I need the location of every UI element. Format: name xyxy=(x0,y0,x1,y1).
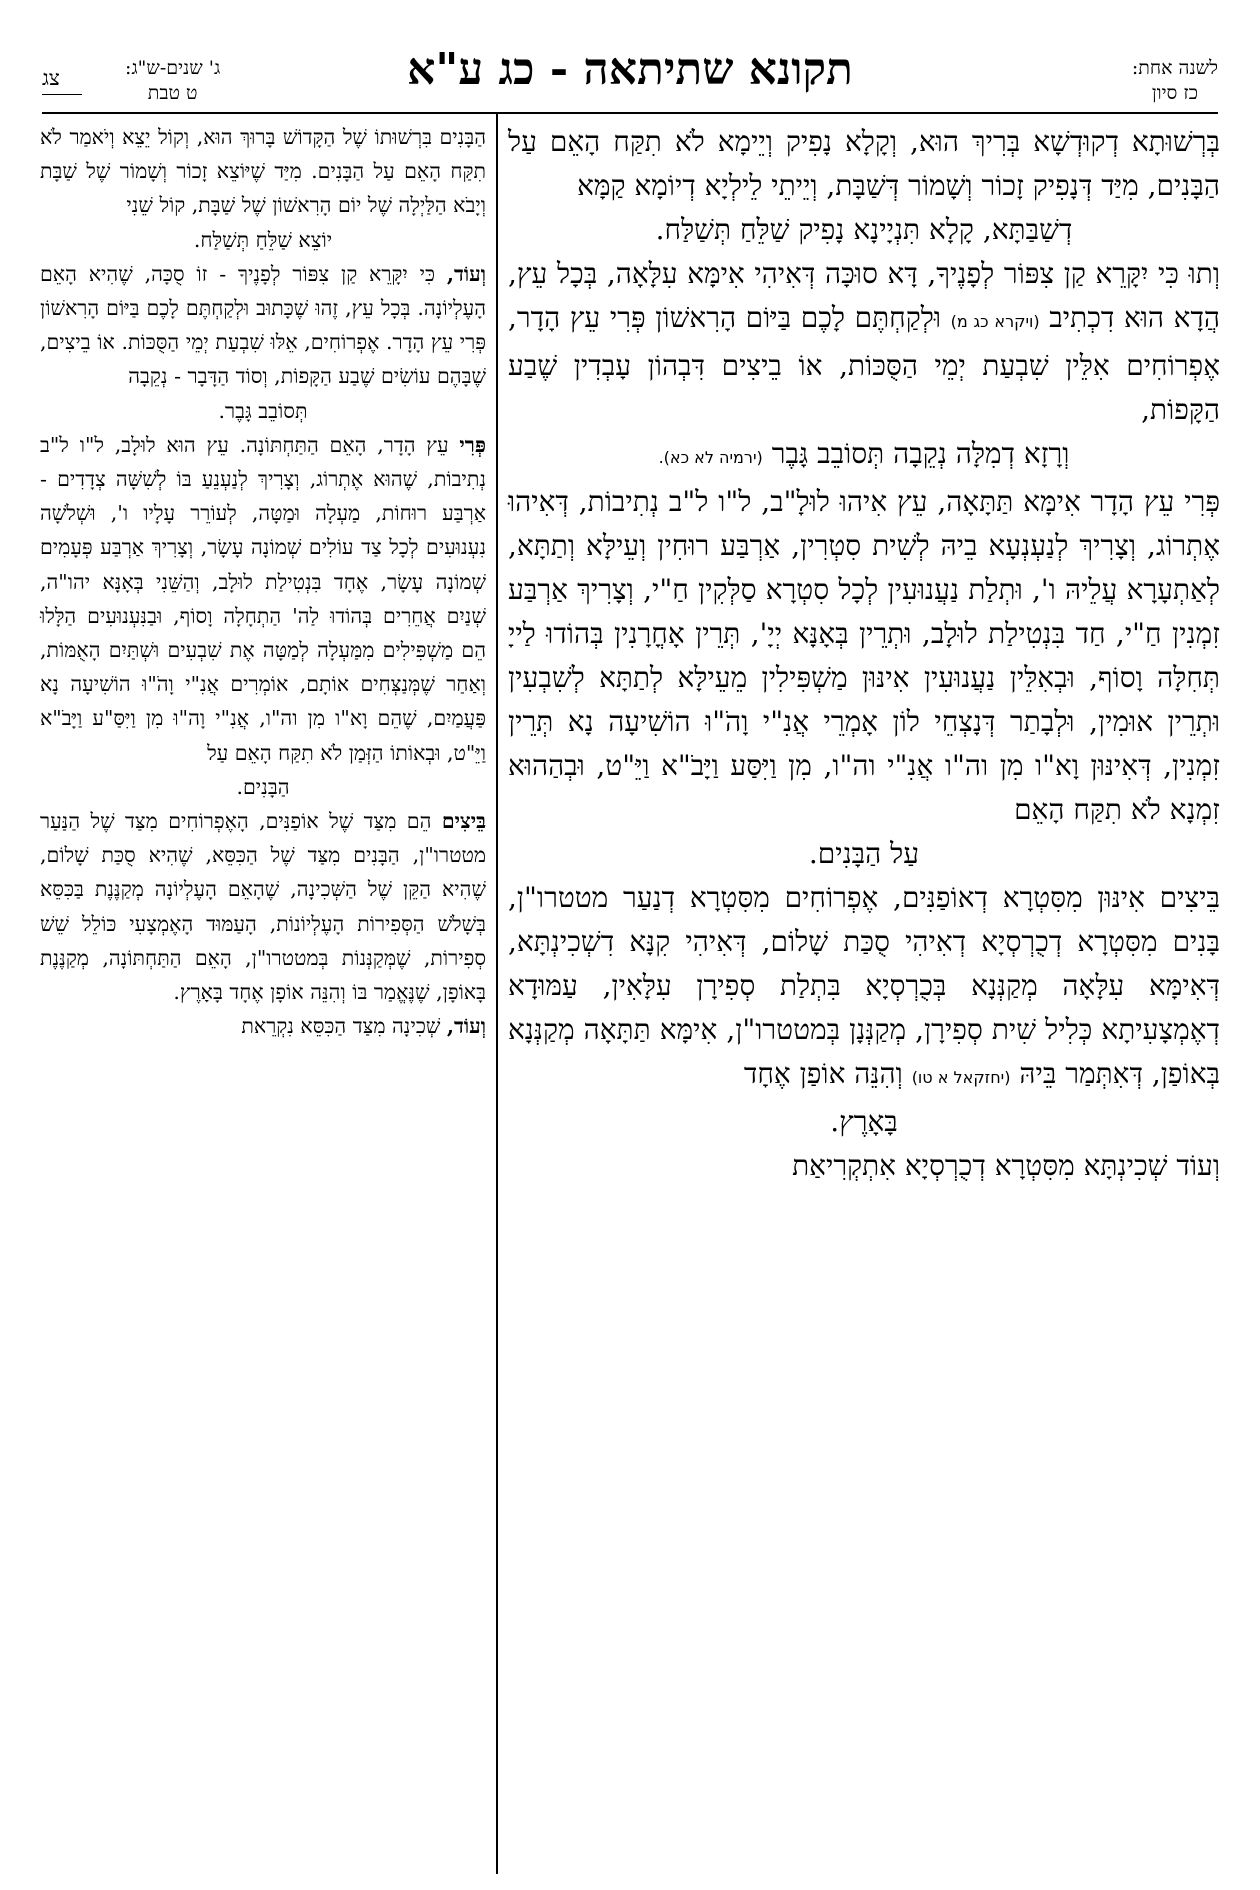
side-paragraph-2 xyxy=(40,257,486,394)
main-p3-text: פְּרִי עֵץ הָדָר אִימָּא תַּתָּאָה, עֵץ אִיהוּ לוּלָ"ב, ל"ו ל"ב נְתִיבוֹת, דְּאִיהוּ אֶתְרוֹג, וְצָרִיךְ לְנַעְנְעָא בֵיהּ לְשִׁית סִטְרִין, אַרְבַּע רוּחִין וְעֵילָּא וְתַתָּא, לְאַתְעָרָא עֲלֵיהּ ו', וּתְלַת נַעֲנוּעִין לְכָל סִטְרָא סַלְּקִין חַ"י, וְצָרִיךְ אַרְבַּע זִמְנִין חַ"י, חַד בִּנְטִילַת לוּלָב, וּתְרֵין בְּאָנָּא יְיָ', תְּרֵין אָחֳרָנִין בְּהוֹדוּ לַייָ תְּחִלָּה וָסוֹף, וּבְאִלֵּין נַעֲנוּעִין אִינּוּן מַשְׁפִּילִין מֵעֵילָּא לְתַתָּא לְשִׁבְעִין וּתְרֵין אוּמִין, וּלְבָתַר דְּנָצְחֵי לוֹן אָמְרֵי אֲנִ"י וָהֹ"וּ הוֹשִׁיעָה נָא תְּרֵין זִמְנִין, דְּאִינּוּן וָא"ו מִן וה"ו אֲנִ"י וה"ו, מִן וַיִּסַּע וַיָּבֹ"א וַיֵּ"ט, וּבְהַהוּא זִמְנָא לֹא תִקַּח הָאֵם xyxy=(508,485,1220,826)
main-p4-closing-line: בָּאָרֶץ. xyxy=(830,1105,898,1138)
side-p2-closing-line: תְּסוֹבֵב גָּבֶר. xyxy=(218,398,308,423)
main-p1-text: בְּרְשׁוּתָא דְקוּדְשָׁא בְּרִיךְ הוּא, וְקָלָא נָפִיק וְיֵימָא לֹא תִקַּח הָאֵם עַל הַבָּנִים, מִיַּד דְּנָפִיק זָכוֹר וְשָׁמוֹר דְּשַׁבָּת, וְיֵיתֵי לֵילְיָא דְיוֹמָא קַמָּא xyxy=(508,125,1220,202)
side-p3-closing-line: הַבָּנִים. xyxy=(236,774,290,799)
main-p2-text-a: וְתוּ כִּי יִקָּרֵא קַן צִפּוֹר לְפָנֶיךָ, דָּא סוּכָּה דְּאִיהִי אִימָּא עִלָּאָה, בְּכָל עֵץ, הֲדָא הוּא דִכְתִיב xyxy=(508,257,1221,334)
main-p4-citation: (יחזקאל א טו) xyxy=(911,1068,1011,1087)
side-p1-text: הַבָּנִים בִּרְשׁוּתוֹ שֶׁל הַקָּדוֹשׁ בָּרוּךְ הוּא, וְקוֹל יֵצֵא וְיֹאמַר לֹא תִקַּח הָאֵם עַל הַבָּנִים. מִיַּד שֶׁיּוֹצֵא זָכוֹר וְשָׁמוֹר שֶׁל שַׁבָּת וְיָבֹא הַלַּיְלָה שֶׁל יוֹם הָרִאשׁוֹן שֶׁל שַׁבָּת, קוֹל שֵׁנִי xyxy=(40,125,486,218)
side-p5-lead-word: וְעוֹד, xyxy=(446,1014,486,1039)
side-paragraph-3 xyxy=(40,428,486,770)
side-paragraph-1 xyxy=(40,120,486,223)
column-divider xyxy=(496,114,498,1874)
main-p1-closing-line: דְשַׁבַּתָּא, קָלָא תִּנְיָינָא נָפִיק שַׁלֵּחַ תְּשַׁלַּח. xyxy=(655,213,1073,246)
commentary-column xyxy=(40,120,486,1043)
side-p5-text: שְׁכִינָה מִצַּד הַכִּסֵּא נִקְרֵאת xyxy=(241,1014,441,1039)
page-number-underline xyxy=(42,94,82,95)
side-p2-text: כִּי יִקָּרֵא קַן צִפּוֹר לְפָנֶיךָ - זוֹ סֻכָּה, שֶׁהִיא הָאֵם הָעֶלְיוֹנָה. בְּכָל עֵץ, זֶהוּ שֶׁכָּתוּב וּלְקַחְתֶּם לָכֶם בַּיּוֹם הָרִאשׁוֹן פְּרִי עֵץ הָדָר. אֶפְרוֹחִים, אֵלּוּ שִׁבְעַת יְמֵי הַסֻּכּוֹת. אוֹ בֵיצִים, שֶׁבָּהֶם עוֹשִׂים שֶׁבַע הַקָּפוֹת, וְסוֹד הַדָּבָר - נְקֵבָה xyxy=(40,261,486,389)
main-p2-citation-2: (ירמיה לא כא). xyxy=(658,448,763,467)
main-p2-text-c: וְרָזָא דְמִלָּה נְקֵבָה תְּסוֹבֵב גָּבֶר xyxy=(771,437,1070,470)
side-p1-closing-line: יוֹצֵא שַׁלֵּחַ תְּשַׁלַּח. xyxy=(193,227,333,252)
main-p2-closing-line xyxy=(508,432,1220,480)
main-column xyxy=(508,120,1220,1188)
header-left-info xyxy=(125,56,220,106)
side-p3-text: עֵץ הָדָר, הָאֵם הַתַּחְתּוֹנָה. עֵץ הוּא לוּלָב, ל"ו ל"ב נְתִיבוֹת, שֶׁהוּא אֶתְרוֹג, וְצָרִיךְ לְנַעְנֵעַ בּוֹ לְשִׁשָּׁה צְדָדִים - אַרְבַּע רוּחוֹת, מַעְלָה וּמַטָּה, לְעוֹרֵר עָלָיו ו', וּשְׁלֹשָׁה נִעְנוּעִים לְכָל צַד עוֹלִים שְׁמוֹנָה עָשָׂר, וְצָרִיךְ אַרְבַּע פְּעָמִים שְׁמוֹנָה עָשָׂר, אֶחָד בִּנְטִילַת לוּלָב, וְהַשֵּׁנִי בְּאָנָּא יהו"ה, שְׁנַיִם אֲחֵרִים בְּהוֹדוּ לַה' הַתְחָלָה וָסוֹף, וּבַנִּעְנוּעִים הַלָּלוּ הֵם מַשְׁפִּילִים מִמַּעְלָה לְמַטָּה אֶת שִׁבְעִים וּשְׁתַּיִם הָאֻמּוֹת, וְאַחַר שֶׁמְּנַצְּחִים אוֹתָם, אוֹמְרִים אֲנִ"י וָהֹ"וּ הוֹשִׁיעָה נָא פַּעֲמַיִם, שֶׁהֵם וָא"ו מִן וה"ו, אֲנִ"י וָה"וּ מִן וַיִּסַּ"ע וַיָּבֹ"א וַיֵּ"ט, וּבְאוֹתוֹ הַזְּמַן לֹא תִקַּח הָאֵם עַל xyxy=(40,432,486,765)
header-rule xyxy=(42,112,1218,114)
header-left-line1: ג' שנים-ש"ג: xyxy=(125,57,221,79)
main-p5-text: וְעוֹד שְׁכִינְתָּא מִסִּטְרָא דְכֻרְסְיָא אִתְקְרִיאַת xyxy=(792,1149,1220,1182)
main-paragraph-5 xyxy=(508,1144,1220,1188)
page-header xyxy=(0,0,1260,120)
main-p2-text-b: וּלְקַחְתֶּם לָכֶם בַּיּוֹם הָרִאשׁוֹן פְּרִי עֵץ הָדָר, אֶפְרוֹחִים אִלֵּין שִׁבְעַת יְמֵי הַסֻּכּוֹת, אוֹ בֵיצִים דִּבְהוֹן עָבְדִין שֶׁבַע הַקָּפוֹת, xyxy=(508,301,1220,426)
side-p2-lead-word: וְעוֹד, xyxy=(446,261,486,286)
side-paragraph-5 xyxy=(40,1009,486,1043)
header-right-line1: לשנה אחת: xyxy=(1131,57,1218,79)
page-number: צג xyxy=(42,66,60,90)
page-title: תקונא שתיתאה - כג ע"א xyxy=(407,44,853,95)
side-paragraph-4 xyxy=(40,804,486,1009)
main-p4-text-a: בֵּיצִים אִינּוּן מִסִּטְרָא דְאוֹפַנִּים, אֶפְרוֹחִים מִסִּטְרָא דְנַעַר מטטרו"ן, בָּנִים מִסִּטְרָא דְכֻרְסְיָא דְאִיהִי סֻכַּת שָׁלוֹם, דְּאִיהִי קִנָּא דִשְׁכִינְתָּא, דְּאִימָּא עִלָּאָה מְקַנְּנָא בְּכֻרְסְיָא בִּתְלַת סְפִירָן עִלָּאִין, עַמּוּדָא דְאֶמְצָעִיתָא כְּלִיל שִׁית סְפִירָן, מְקַנְּנָן בְּמטטרו"ן, אִימָּא תַּתָּאָה מְקַנְּנָא בְּאוֹפַן, דְּאִתְּמַר בֵּיהּ xyxy=(508,881,1220,1090)
main-p2-citation: (ויקרא כג מ) xyxy=(950,312,1040,331)
main-paragraph-4 xyxy=(508,876,1220,1100)
main-paragraph-1 xyxy=(508,120,1220,208)
header-right-line2: כז סיון xyxy=(1151,82,1198,104)
main-paragraph-3 xyxy=(508,480,1220,832)
main-p3-closing-line: עַל הַבָּנִים. xyxy=(808,837,920,870)
main-p4-text-b: וְהִנֵּה אוֹפַן אֶחָד xyxy=(743,1057,903,1090)
side-p4-lead-word: בֵּיצִים xyxy=(441,809,486,834)
header-left-line2: ט טבת xyxy=(147,82,198,104)
side-p3-lead-word: פְּרִי xyxy=(459,432,486,457)
header-right-info xyxy=(1132,56,1218,106)
side-p4-text: הֵם מִצַּד שֶׁל אוֹפַנִּים, הָאֶפְרוֹחִים מִצַּד שֶׁל הַנַּעַר מטטרו"ן, הַבָּנִים מִצַּד שֶׁל הַכִּסֵּא, שֶׁהִיא סֻכַּת שָׁלוֹם, שֶׁהִיא הַקֵּן שֶׁל הַשְּׁכִינָה, שֶׁהָאֵם הָעֶלְיוֹנָה מְקַנֶּנֶת בַּכִּסֵּא בְּשָׁלֹשׁ הַסְּפִירוֹת הָעֶלְיוֹנוֹת, הָעַמּוּד הָאֶמְצָעִי כּוֹלֵל שֵׁשׁ סְפִירוֹת, שֶׁמְּקַנְּנוֹת בְּמטטרו"ן, הָאֵם הַתַּחְתּוֹנָה, מְקַנֶּנֶת בָּאוֹפָן, שֶׁנֶּאֱמַר בּוֹ וְהִנֵּה אוֹפָן אֶחָד בָּאָרֶץ. xyxy=(40,809,486,1005)
main-paragraph-2 xyxy=(508,252,1220,432)
